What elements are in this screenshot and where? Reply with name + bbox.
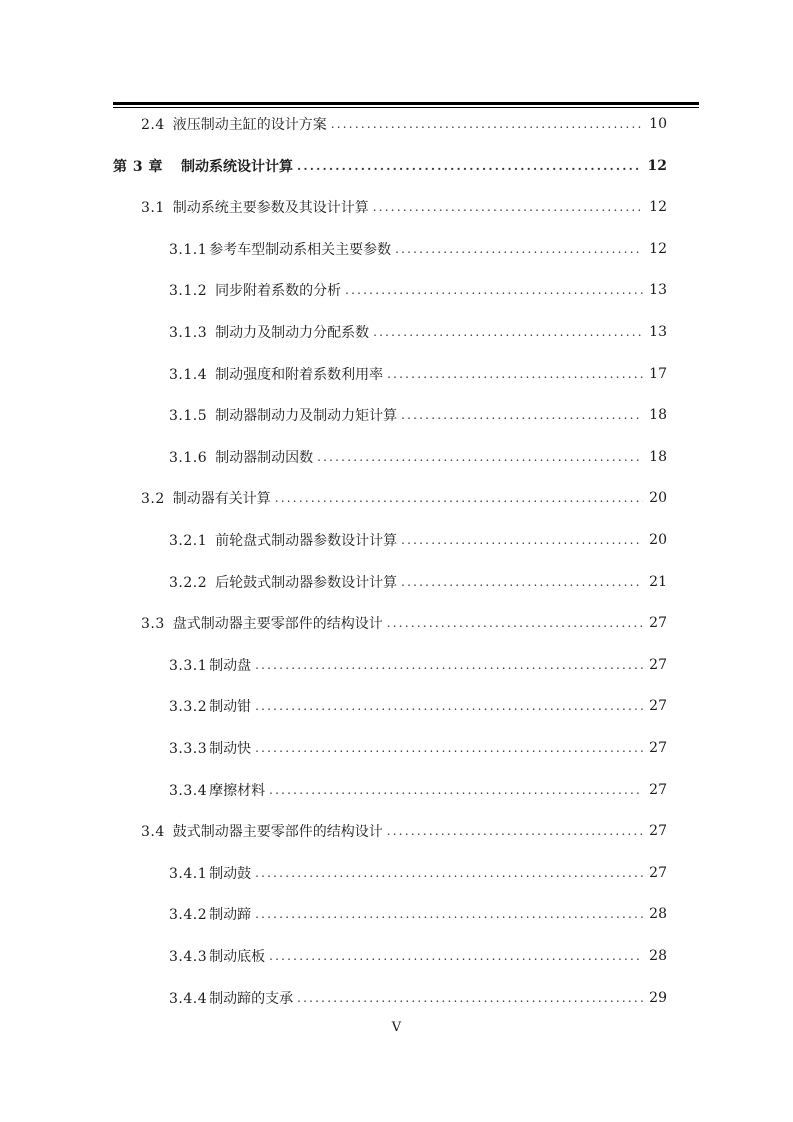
toc-entry-number: 3.2.2 [169,574,208,591]
toc-dot-leader [387,362,643,386]
toc-entry[interactable] [169,570,667,594]
toc-entry-page: 17 [649,365,667,382]
toc-entry-label [141,821,387,841]
toc-dot-leader [401,528,643,552]
toc-entry-number: 3.2 [141,491,165,508]
toc-entry-label [169,280,345,300]
toc-entry-page: 18 [649,448,667,465]
toc-entry-page: 27 [649,698,667,715]
toc-dot-leader [269,944,643,968]
toc-entry-title: 制动器制动力及制动力矩计算 [215,408,398,425]
toc-entry-page: 12 [649,240,667,257]
toc-dot-leader [331,112,643,136]
toc-entry-title: 盘式制动器主要零部件的结构设计 [172,616,383,633]
toc-entry-number: 3.3.2 [169,699,208,716]
toc-entry-title: 后轮鼓式制动器参数设计计算 [215,574,398,591]
toc-entry-number: 3.1.6 [169,449,208,466]
toc-entry[interactable] [169,278,667,302]
toc-entry[interactable] [169,362,667,386]
toc-entry[interactable] [141,819,667,843]
toc-entry-label [169,322,373,342]
toc-dot-leader [297,154,642,178]
toc-entry-title: 制动系统设计计算 [181,158,293,175]
toc-entry-label [141,114,331,134]
toc-entry-page: 13 [649,324,667,340]
toc-dot-leader [373,320,643,344]
toc-dot-leader [317,445,643,469]
toc-entry[interactable] [169,736,667,760]
toc-entry-page: 27 [649,823,667,840]
toc-entry[interactable] [141,611,667,635]
toc-entry-number: 3.1 [141,200,165,217]
toc-entry-number: 3.4.3 [169,949,208,965]
toc-entry-number: 3.4.2 [169,907,208,924]
toc-entry-label [169,738,255,758]
toc-dot-leader [395,237,643,261]
toc-entry-page: 20 [649,532,667,548]
toc-entry-title: 制动蹄 [209,907,252,924]
toc-entry-title: 摩擦材料 [209,782,266,799]
toc-entry-number: 3.3.4 [169,782,208,799]
toc-entry[interactable] [141,195,667,219]
toc-entry[interactable] [169,403,667,427]
toc-entry-number: 3.1.3 [169,325,208,341]
toc-entry-number: 3.1.2 [169,283,208,300]
toc-entry-label [169,655,255,675]
toc-entry-label [169,696,255,716]
header-rule-thick [113,102,699,105]
toc-entry[interactable] [169,861,667,885]
toc-entry-number: 3.2.1 [169,533,208,549]
toc-dot-leader [255,902,643,926]
toc-entry-label [169,904,255,924]
toc-entry-number: 3.1.4 [169,366,208,383]
toc-entry-title: 制动底板 [209,949,266,965]
toc-entry-title: 制动强度和附着系数利用率 [215,366,384,383]
toc-entry-number: 3.4.1 [169,865,208,882]
toc-entry-title: 参考车型制动系相关主要参数 [209,241,392,258]
toc-entry-title: 鼓式制动器主要零部件的结构设计 [172,824,383,841]
toc-entry-label [169,447,317,467]
toc-entry-label [169,780,269,800]
toc-entry-title: 前轮盘式制动器参数设计计算 [215,533,398,549]
toc-entry-label [141,197,373,217]
toc-entry-page: 18 [649,407,667,424]
toc-entry-title: 液压制动主缸的设计方案 [172,117,327,133]
toc-entry-title: 制动钳 [209,699,252,716]
toc-dot-leader [255,861,643,885]
toc-dot-leader [269,778,643,802]
toc-entry-title: 制动蹄的支承 [209,990,294,1007]
toc-entry-label [169,405,401,425]
toc-entry-page: 27 [649,740,667,756]
toc-entry-label [169,988,297,1008]
toc-entry-label [169,530,401,550]
toc-entry[interactable] [169,778,667,802]
toc-entry-label [141,488,275,508]
toc-entry[interactable] [113,154,667,178]
toc-entry[interactable] [169,944,667,968]
toc-entry-label [141,613,387,633]
toc-entry-label [169,863,255,883]
toc-entry-page: 27 [649,864,667,881]
toc-entry-page: 28 [649,906,667,923]
page-number: V [391,1020,402,1035]
toc-entry-title: 同步附着系数的分析 [215,283,342,300]
toc-entry-label [169,946,269,966]
toc-dot-leader [255,736,643,760]
toc-entry-page: 27 [649,781,667,798]
toc-entry[interactable] [141,486,667,510]
toc-entry[interactable] [169,528,667,552]
toc-entry-label [169,364,387,384]
toc-entry-page: 27 [649,656,667,673]
toc-entry-page: 28 [649,948,667,964]
toc-dot-leader [387,819,643,843]
toc-entry-number: 2.4 [141,117,165,133]
toc-entry-title: 制动鼓 [209,865,252,882]
toc-entry-page: 12 [647,157,667,174]
toc-dot-leader [255,694,643,718]
toc-entry-number: 3.1.5 [169,408,208,425]
toc-entry[interactable] [169,653,667,677]
toc-dot-leader [297,986,643,1010]
toc-entry-title: 制动快 [209,741,252,757]
toc-entry[interactable] [169,237,667,261]
toc-dot-leader [255,653,643,677]
toc-entry-page: 21 [649,573,667,590]
toc-entry-label [169,239,395,259]
toc-entry-title: 制动器有关计算 [172,491,271,508]
toc-entry-title: 制动系统主要参数及其设计计算 [172,200,369,217]
toc-entry[interactable] [141,112,667,136]
toc-entry-title: 制动力及制动力分配系数 [215,325,370,341]
toc-dot-leader [275,486,643,510]
toc-entry-number: 3.4 [141,824,165,841]
header-rule-thin [113,107,699,108]
toc-entry-page: 12 [649,199,667,216]
toc-entry-page: 29 [649,989,667,1006]
toc-entry-number: 3.1.1 [169,241,208,258]
toc-entry-number: 3.3.1 [169,657,208,674]
toc-entry-page: 13 [649,282,667,299]
toc-entry-title: 制动器制动因数 [215,449,314,466]
toc-entry-page: 27 [649,615,667,632]
toc-entry[interactable] [169,694,667,718]
toc-entry[interactable] [169,902,667,926]
toc-entry-page: 10 [649,116,667,132]
toc-dot-leader [387,611,643,635]
toc-entry-title: 制动盘 [209,657,252,674]
toc-entry-number: 3.4.4 [169,990,208,1007]
toc-dot-leader [373,195,643,219]
toc-entry-number: 3.3 [141,616,165,633]
toc-entry-number: 3.3.3 [169,741,208,757]
toc-entry-label [169,572,401,592]
toc-dot-leader [401,570,643,594]
toc-entry[interactable] [169,445,667,469]
toc-entry-label [113,156,297,176]
toc-entry[interactable] [169,320,667,344]
toc-entry-number: 第 3 章 [113,158,163,175]
toc-entry-page: 20 [649,490,667,507]
toc-dot-leader [345,278,643,302]
toc-dot-leader [401,403,643,427]
toc-entry[interactable] [169,986,667,1010]
